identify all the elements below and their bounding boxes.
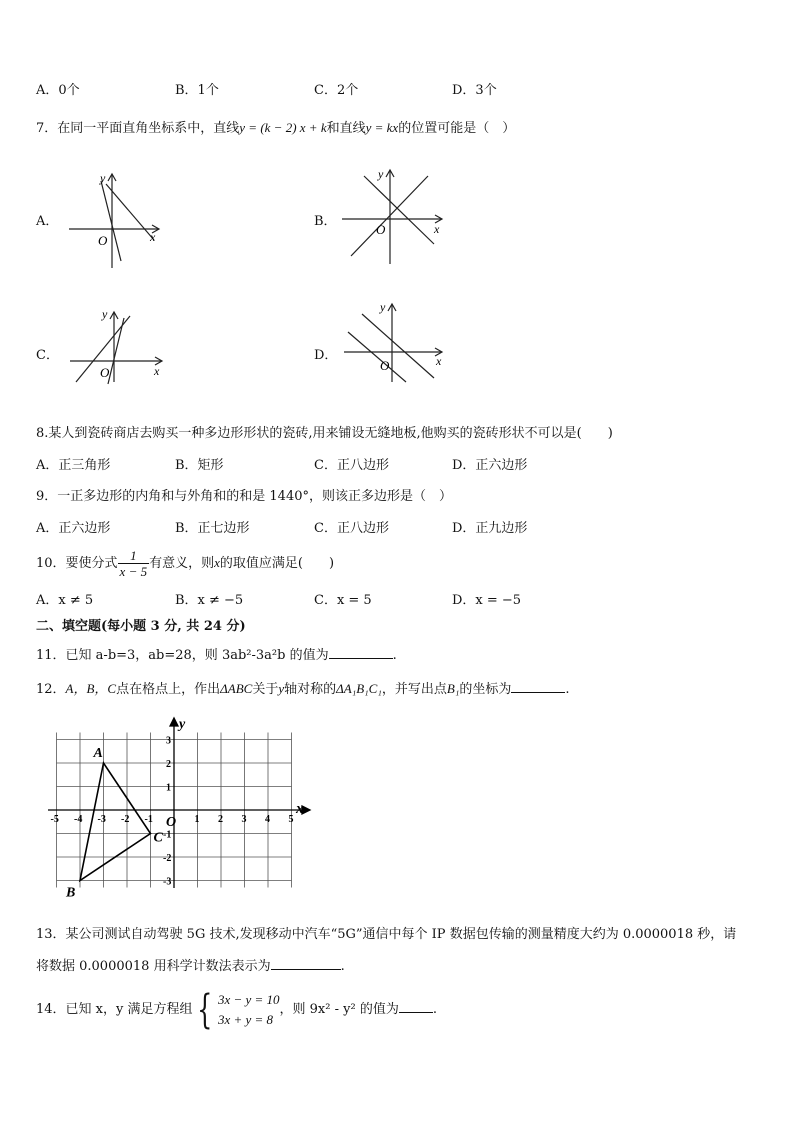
q7-label-b: B． bbox=[314, 214, 337, 229]
x-tick-label: 2 bbox=[218, 814, 223, 825]
q14-eq2: 3x + y = 8 bbox=[217, 1011, 274, 1027]
q7-graph-a bbox=[64, 168, 164, 274]
q12-tri2: ΔA₁B₁C₁ bbox=[336, 681, 382, 696]
q7-prefix: 7．在同一平面直角坐标系中，直线 bbox=[36, 121, 240, 136]
q6-option-d: D．3个 bbox=[452, 83, 497, 98]
q9-option-c: C．正八边形 bbox=[314, 521, 389, 536]
q14-suffix: ，则 9x² - y² 的值为 bbox=[279, 1002, 399, 1017]
q12-pt: B₁ bbox=[446, 681, 460, 696]
q7-label-c: C． bbox=[36, 348, 59, 363]
x-tick-label: 1 bbox=[194, 814, 200, 825]
x-tick-label: -2 bbox=[121, 814, 130, 825]
q10-frac-den: x − 5 bbox=[119, 564, 148, 579]
q7c-x-label: x bbox=[154, 364, 160, 378]
q10-option-d: D．x = −5 bbox=[452, 593, 522, 608]
y-tick-label: 3 bbox=[166, 735, 171, 747]
q12-label-o: O bbox=[166, 815, 177, 830]
q7b-origin: O bbox=[376, 222, 386, 237]
q12-answer-blank[interactable] bbox=[511, 680, 565, 693]
q12-mid3: 轴对称的 bbox=[284, 682, 337, 697]
q14-period: . bbox=[432, 1002, 437, 1017]
q11-stem bbox=[36, 646, 397, 665]
x-tick-label: -3 bbox=[97, 814, 106, 825]
q9-stem: 9．一正多边形的内角和与外角和的和是 1440°，则该正多边形是（ ） bbox=[36, 489, 452, 504]
q14-eq1: 3x − y = 10 bbox=[217, 991, 280, 1007]
q7a-y-label: y bbox=[100, 171, 106, 185]
q13-line2-text: 将数据 0.0000018 用科学计数法表示为 bbox=[36, 959, 271, 974]
q12-axis: y bbox=[278, 681, 285, 696]
q10-option-a: A．x ≠ 5 bbox=[36, 593, 94, 608]
q7-graph-d bbox=[340, 298, 450, 384]
q7-eq1: y = (k − 2) x + k bbox=[239, 120, 327, 135]
q8-option-b: B．矩形 bbox=[175, 458, 224, 473]
q7-suffix: 的位置可能是（ ） bbox=[398, 121, 516, 136]
q7-label-a: A． bbox=[36, 214, 59, 229]
q7b-x-label: x bbox=[434, 222, 440, 236]
q6-option-c: C．2个 bbox=[314, 83, 359, 98]
q9-option-b: B．正七边形 bbox=[175, 521, 250, 536]
x-tick-label: -4 bbox=[74, 814, 83, 825]
q10-fraction bbox=[118, 548, 150, 579]
q14-stem bbox=[36, 988, 437, 1032]
q8-option-a: A．正三角形 bbox=[36, 458, 111, 473]
q12-suffix: 的坐标为 bbox=[459, 682, 512, 697]
q12-label-x: x bbox=[296, 801, 304, 817]
q13-answer-blank[interactable] bbox=[271, 957, 341, 970]
q12-stem bbox=[36, 680, 570, 699]
q12-triangle-abc bbox=[80, 763, 151, 881]
q12-y-arrow bbox=[170, 718, 178, 726]
q7a-origin: O bbox=[98, 233, 108, 248]
q7-mid: 和直线 bbox=[326, 121, 366, 136]
q11-period: . bbox=[392, 648, 397, 663]
y-tick-label: 2 bbox=[166, 759, 171, 770]
q10-stem bbox=[36, 546, 334, 581]
x-tick-label: 3 bbox=[241, 814, 247, 825]
q13-line2 bbox=[36, 957, 345, 976]
q10-mid: 有意义，则 bbox=[149, 556, 215, 571]
q12-points: A，B，C bbox=[65, 681, 117, 696]
q12-label-y: y bbox=[179, 717, 186, 732]
q7d-x-label: x bbox=[436, 354, 442, 368]
q7c-origin: O bbox=[100, 365, 110, 380]
q10-option-c: C．x = 5 bbox=[314, 593, 372, 608]
q14-brace: { bbox=[197, 986, 213, 1033]
x-tick-label: 4 bbox=[265, 814, 270, 825]
q7-eq2: y = kx bbox=[365, 120, 399, 135]
q12-mid1: 点在格点上，作出 bbox=[116, 682, 221, 697]
q12-mid2: 关于 bbox=[252, 682, 279, 697]
q12-mid4: ，并写出点 bbox=[381, 682, 447, 697]
x-tick-label: -1 bbox=[144, 814, 153, 825]
y-tick-label: -3 bbox=[163, 876, 172, 888]
q11-text: 11．已知 a-b=3，ab=28，则 3ab²-3a²b 的值为 bbox=[36, 648, 329, 663]
q11-answer-blank[interactable] bbox=[329, 646, 393, 659]
q12-label-c: C bbox=[153, 830, 163, 846]
q14-prefix: 14．已知 x，y 满足方程组 bbox=[36, 1002, 193, 1017]
q12-label-b: B bbox=[66, 885, 76, 901]
q12-tri1: ΔABC bbox=[220, 681, 253, 696]
q6-option-a: A．0个 bbox=[36, 83, 80, 98]
q9-option-a: A．正六边形 bbox=[36, 521, 111, 536]
q7d-origin: O bbox=[380, 358, 390, 373]
q7b-y-label: y bbox=[378, 167, 384, 181]
q13-line1: 13．某公司测试自动驾驶 5G 技术,发现移动中汽车“5G”通信中每个 IP 数据包传输的测量精度大约为 0.0000018 秒，请 bbox=[36, 927, 737, 942]
q10-suffix: 的取值应满足( ) bbox=[219, 556, 335, 571]
q7-graph-b bbox=[336, 162, 448, 270]
q10-option-b: B．x ≠ −5 bbox=[175, 593, 244, 608]
section-2-heading: 二、填空题(每小题 3 分, 共 24 分) bbox=[36, 619, 246, 634]
q10-var: x bbox=[214, 555, 220, 570]
x-tick-label: -5 bbox=[50, 814, 59, 825]
q7d-y-label: y bbox=[380, 300, 386, 314]
q6-option-b: B．1个 bbox=[175, 83, 219, 98]
q12-period: . bbox=[565, 682, 570, 697]
y-tick-label: 1 bbox=[166, 782, 171, 794]
q10-prefix: 10．要使分式 bbox=[36, 556, 118, 571]
q7-graph-c bbox=[66, 304, 170, 384]
q14-system bbox=[218, 990, 280, 1030]
y-tick-label: -2 bbox=[163, 853, 172, 864]
q9-option-d: D．正九边形 bbox=[452, 521, 528, 536]
q12-prefix: 12． bbox=[36, 682, 66, 697]
q12-label-a: A bbox=[93, 746, 103, 761]
q7-stem bbox=[36, 119, 515, 138]
y-tick-label: -1 bbox=[163, 829, 172, 841]
q8-option-d: D．正六边形 bbox=[452, 458, 528, 473]
q7a-x-label: x bbox=[150, 230, 156, 244]
q8-option-c: C．正八边形 bbox=[314, 458, 389, 473]
q8-stem: 8.某人到瓷砖商店去购买一种多边形形状的瓷砖,用来铺设无缝地板,他购买的瓷砖形状不可以是( ) bbox=[36, 426, 613, 441]
q13-period: . bbox=[340, 959, 345, 974]
x-tick-label: 5 bbox=[288, 814, 294, 825]
q12-grid-graph bbox=[40, 716, 312, 901]
q7-label-d: D． bbox=[314, 348, 338, 363]
q14-answer-blank[interactable] bbox=[399, 1000, 433, 1013]
q7c-y-label: y bbox=[102, 307, 108, 321]
q10-frac-num: 1 bbox=[118, 548, 150, 564]
